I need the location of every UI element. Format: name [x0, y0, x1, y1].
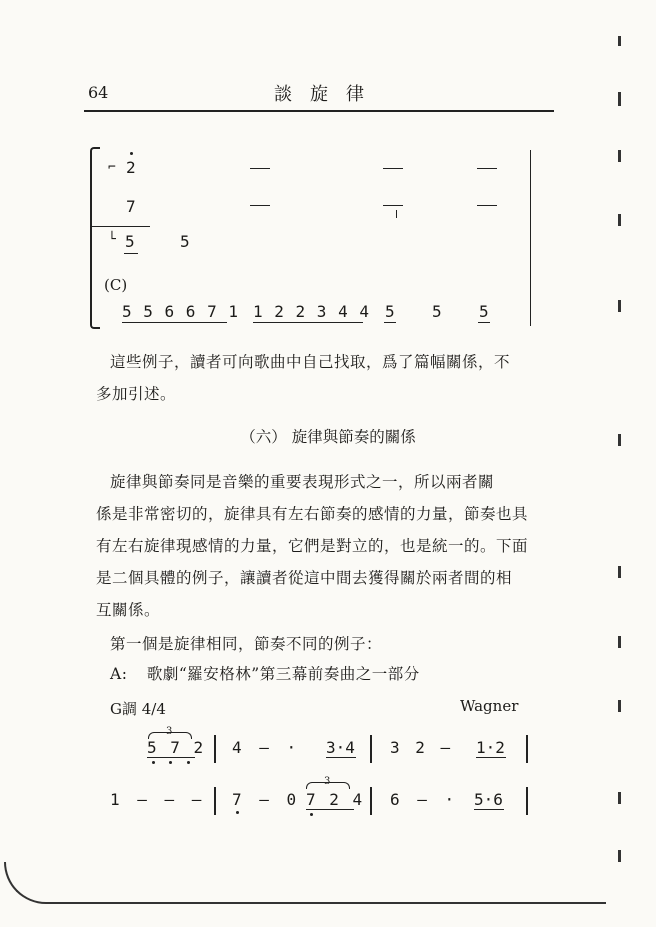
dash [250, 205, 270, 206]
low-octave-dot [152, 761, 155, 764]
header-rule [84, 110, 554, 112]
page-number: 64 [88, 83, 109, 102]
underline [476, 757, 506, 758]
section-title: （六） 旋律與節奏的關係 [240, 428, 416, 446]
high-octave-dot [130, 152, 133, 155]
row1-measure-1a: 4 — · [232, 738, 297, 757]
underline [253, 322, 363, 323]
underline [124, 253, 138, 254]
paragraph-1 [96, 346, 566, 410]
scan-mark [618, 636, 621, 648]
row1-measure-2a: 3 2 — [390, 738, 451, 757]
paragraph-2-line: 旋律與節奏同是音樂的重要表現形式之一，所以兩者關 [110, 473, 495, 491]
row3-note-b: 5 [180, 232, 190, 251]
scan-mark [618, 792, 621, 804]
row2-measure-2b: 5·6 [474, 790, 503, 809]
scan-mark [618, 150, 621, 162]
barline [214, 787, 216, 815]
example-a-text: 歌劇“羅安格林”第三幕前奏曲之一部分 [146, 665, 420, 683]
composer: Wagner [460, 697, 519, 715]
score-row-4-note-2: 5 [432, 302, 442, 321]
dash [477, 205, 497, 206]
example-a-label: A: [110, 665, 128, 683]
row1-note: 2 [126, 158, 136, 177]
row2-measure-1b: 7 2 4 [306, 790, 365, 809]
underline [326, 757, 356, 758]
score-row-2: 7 [126, 197, 136, 216]
paragraph-2-line: 互關係。 [96, 601, 161, 619]
key-signature: G調 4/4 [110, 700, 166, 718]
paragraph-1-line: 多加引述。 [96, 385, 177, 403]
scan-mark [618, 434, 621, 446]
paragraph-2-line: 是二個具體的例子，讓讀者從這中間去獲得關於兩者間的相 [96, 569, 513, 587]
example-a [110, 658, 420, 690]
low-octave-dot [169, 761, 172, 764]
first-example-line: 第一個是旋律相同，節奏不同的例子： [110, 635, 383, 653]
page-curl-edge [4, 862, 606, 904]
low-octave-dot [310, 813, 313, 816]
score-end-barline [530, 150, 531, 326]
scan-mark [618, 92, 621, 106]
underline [384, 322, 396, 323]
dash [250, 168, 270, 169]
barline [370, 787, 372, 815]
staff-divider [90, 226, 150, 227]
row1-measure-2b: 1·2 [476, 738, 505, 757]
barline [370, 735, 372, 763]
label-c: (C) [104, 276, 128, 294]
score-row-4-group-1: 5 5 6 6 7 1 [122, 302, 239, 321]
low-octave-dot [236, 811, 239, 814]
underline [306, 809, 354, 810]
scan-mark [618, 36, 621, 46]
scan-mark [618, 300, 621, 312]
barline [526, 735, 528, 763]
score-row-4-note-1: 5 [385, 302, 395, 321]
row2-measure-1a: 7 — 0 [232, 790, 297, 809]
tie-mark [396, 210, 397, 218]
underline [122, 322, 227, 323]
row1-measure-1b: 3·4 [326, 738, 355, 757]
row2-measure-0: 1 — — — [110, 790, 202, 809]
barline [526, 787, 528, 815]
underline [474, 809, 504, 810]
scan-mark [618, 850, 621, 862]
scan-mark [618, 700, 621, 712]
score-row-4-note-3: 5 [479, 302, 489, 321]
dash [383, 205, 403, 206]
score-bracket [90, 147, 100, 329]
barline [214, 735, 216, 763]
row1-measure-0: 5 7 2 [147, 738, 206, 757]
row2-measure-2a: 6 — · [390, 790, 455, 809]
low-octave-dot [187, 761, 190, 764]
scan-mark [618, 566, 621, 578]
row3-note-a: 5 [125, 232, 135, 251]
underline [478, 322, 490, 323]
paragraph-2 [96, 466, 566, 626]
dash [383, 168, 403, 169]
scan-mark [618, 214, 621, 226]
paragraph-2-line: 係是非常密切的，旋律具有左右節奏的感情的力量，節奏也具 [96, 505, 529, 523]
paragraph-1-line: 這些例子，讀者可向歌曲中自己找取，爲了篇幅關係，不 [110, 353, 511, 371]
score-row-4-group-2: 1 2 2 3 4 4 [253, 302, 370, 321]
paragraph-2-line: 有左右旋律現感情的力量，它們是對立的，也是統一的。下面 [96, 537, 529, 555]
running-title: 談旋律 [274, 84, 382, 105]
dash [477, 168, 497, 169]
underline [147, 757, 195, 758]
